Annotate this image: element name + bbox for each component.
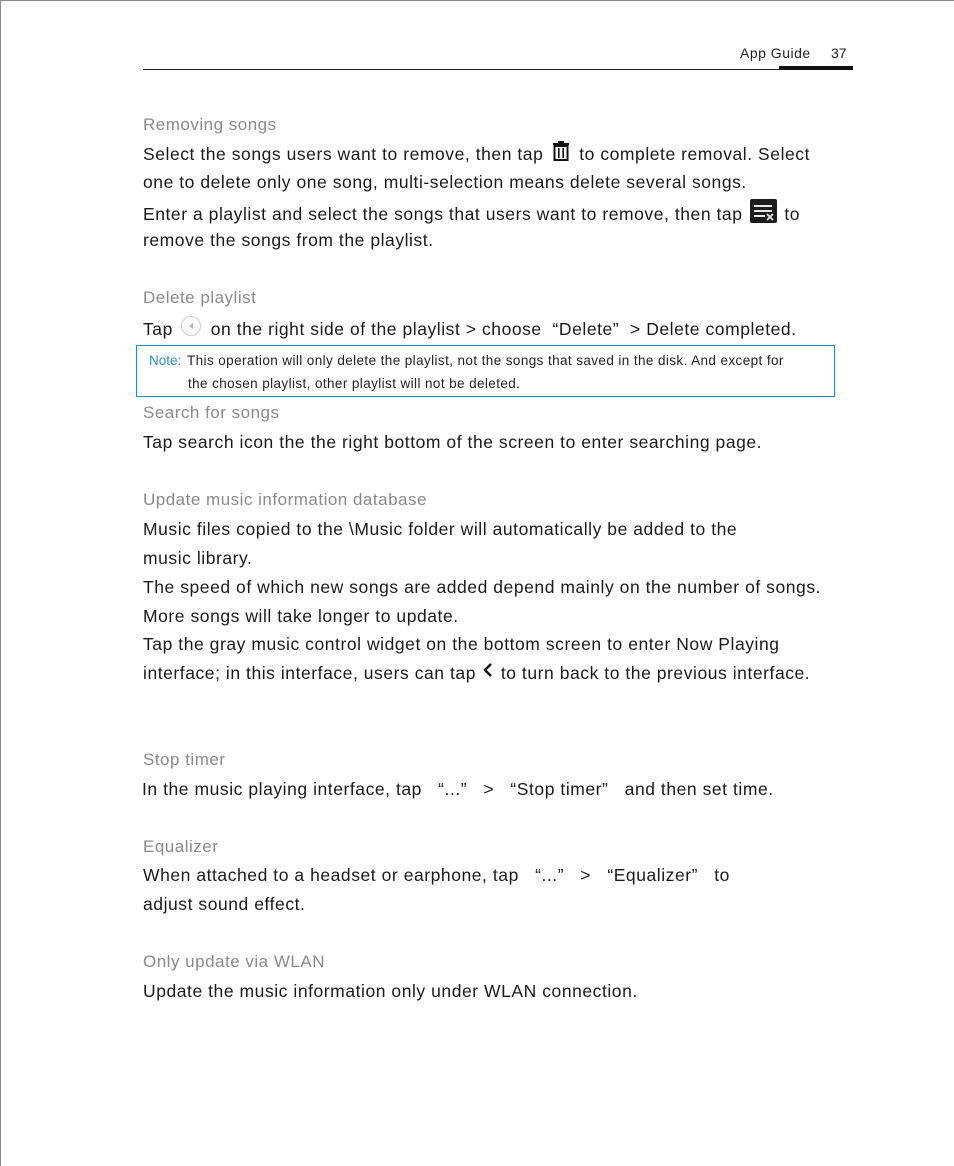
removing-line-3-b: to: [784, 204, 801, 225]
note-line-1: This operation will only delete the playlist, not the songs that saved in the disk. And except for: [187, 353, 784, 368]
search-line-1: Tap search icon the the right bottom of the screen to enter searching page.: [143, 432, 763, 452]
trash-icon: [552, 141, 570, 166]
update-db-line-6-b: to turn back to the previous interface.: [500, 663, 811, 683]
equalizer-line-2: adjust sound effect.: [143, 894, 306, 914]
note-label: Note:: [149, 353, 182, 368]
section-title-stop-timer: Stop timer: [143, 750, 226, 769]
removing-line-1-a: Select the songs users want to remove, then tap: [143, 144, 544, 165]
section-title-update-db: Update music information database: [143, 490, 427, 509]
section-title-wlan: Only update via WLAN: [143, 952, 325, 971]
delete-playlist-line-1: [143, 317, 797, 344]
update-db-line-2: music library.: [143, 548, 253, 568]
equalizer-line-1: When attached to a headset or earphone, tap “...” > “Equalizer” to: [143, 865, 730, 885]
header-accent-bar: [779, 66, 853, 70]
chevron-left-icon: [482, 662, 494, 683]
delete-playlist-line-1-a: Tap: [143, 319, 173, 340]
removing-line-1: [143, 143, 810, 168]
section-title-delete-playlist: Delete playlist: [143, 288, 257, 307]
stop-timer-line-1: In the music playing interface, tap “...” > “Stop timer” and then set time.: [142, 779, 774, 799]
section-title-removing-songs: Removing songs: [143, 115, 277, 134]
header-rule: [143, 69, 853, 70]
update-db-line-3: The speed of which new songs are added depend mainly on the number of songs.: [143, 577, 822, 597]
removing-line-3-a: Enter a playlist and select the songs that users want to remove, then tap: [143, 204, 743, 225]
circle-menu-icon: [180, 315, 202, 342]
header-title: App Guide: [740, 45, 811, 61]
removing-line-1-b: to complete removal. Select: [579, 144, 810, 165]
update-db-line-6-a: interface; in this interface, users can tap: [143, 663, 476, 683]
removing-line-4: remove the songs from the playlist.: [143, 230, 434, 250]
removing-line-3: [143, 201, 800, 230]
page-number: 37: [831, 45, 847, 61]
update-db-line-5: Tap the gray music control widget on the bottom screen to enter Now Playing: [143, 634, 780, 654]
delete-playlist-line-1-b: on the right side of the playlist > choose “Delete” > Delete completed.: [210, 319, 797, 340]
update-db-line-1: Music files copied to the \Music folder will automatically be added to the: [143, 519, 738, 539]
update-db-line-6: [143, 663, 810, 685]
section-title-search: Search for songs: [143, 403, 280, 422]
wlan-line-1: Update the music information only under WLAN connection.: [143, 981, 638, 1001]
page-border-left: [0, 0, 1, 1166]
note-line-2: the chosen playlist, other playlist will not be deleted.: [188, 376, 521, 391]
update-db-line-4: More songs will take longer to update.: [143, 606, 459, 626]
section-title-equalizer: Equalizer: [143, 837, 219, 856]
note-box: [136, 345, 835, 397]
page-border-top: [0, 0, 954, 1]
playlist-remove-icon: [750, 199, 777, 228]
removing-line-2: one to delete only one song, multi-selection means delete several songs.: [143, 172, 747, 192]
